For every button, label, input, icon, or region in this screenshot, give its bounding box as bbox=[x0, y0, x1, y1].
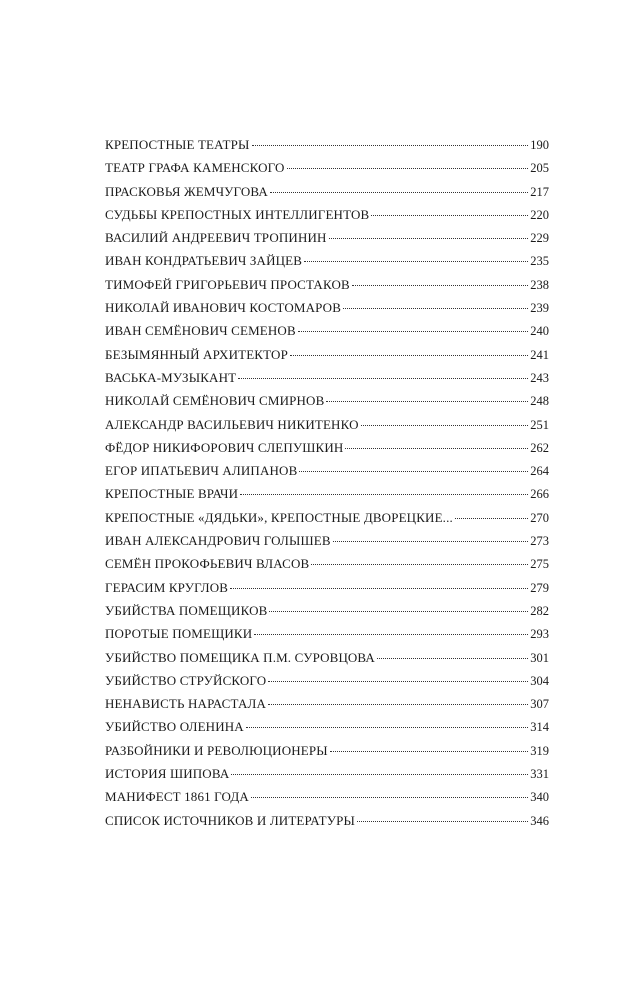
toc-entry-page-number: 190 bbox=[530, 138, 549, 152]
toc-entry-title: УБИЙСТВА ПОМЕЩИКОВ bbox=[105, 602, 268, 618]
toc-entry-page-number: 279 bbox=[530, 580, 549, 595]
toc-entry bbox=[105, 552, 549, 575]
dot-leader bbox=[231, 774, 528, 775]
toc-entry bbox=[105, 413, 549, 436]
toc-entry-page-number: 319 bbox=[530, 743, 549, 758]
toc-entry-title: СЕМЁН ПРОКОФЬЕВИЧ ВЛАСОВ bbox=[105, 556, 310, 572]
toc-entry-page-number: 240 bbox=[530, 324, 549, 339]
toc-entry bbox=[105, 133, 549, 156]
toc-entry bbox=[105, 809, 549, 832]
toc-entry-title: БЕЗЫМЯННЫЙ АРХИТЕКТОР bbox=[105, 346, 288, 362]
dot-leader bbox=[377, 658, 528, 659]
toc-entry-title: УБИЙСТВО ПОМЕЩИКА П.М. СУРОВЦОВА bbox=[105, 649, 375, 665]
toc-entry-title: ИСТОРИЯ ШИПОВА bbox=[105, 766, 230, 782]
dot-leader bbox=[333, 541, 529, 542]
toc-entry-title: ЕГОР ИПАТЬЕВИЧ АЛИПАНОВ bbox=[105, 463, 298, 479]
toc-entry bbox=[105, 366, 549, 389]
toc-entry-title: ГЕРАСИМ КРУГЛОВ bbox=[105, 579, 229, 595]
toc-entry-title: КРЕПОСТНЫЕ ТЕАТРЫ bbox=[105, 137, 250, 152]
dot-leader bbox=[268, 704, 528, 705]
toc-entry bbox=[105, 506, 549, 529]
toc-entry-page-number: 264 bbox=[530, 464, 549, 479]
dot-leader bbox=[298, 331, 528, 332]
dot-leader bbox=[330, 751, 529, 752]
toc-entry bbox=[105, 785, 549, 808]
toc-entry-title: НИКОЛАЙ СЕМЁНОВИЧ СМИРНОВ bbox=[105, 393, 325, 409]
toc-entry bbox=[105, 389, 549, 412]
dot-leader bbox=[361, 425, 529, 426]
toc-entry-page-number: 293 bbox=[530, 627, 549, 642]
toc-entry bbox=[105, 343, 549, 366]
toc-entry bbox=[105, 273, 549, 296]
toc-entry-title: УБИЙСТВО СТРУЙСКОГО bbox=[105, 672, 267, 688]
toc-entry-page-number: 314 bbox=[530, 720, 549, 735]
toc-entry-title: ТЕАТР ГРАФА КАМЕНСКОГО bbox=[105, 160, 285, 176]
toc-entry-page-number: 243 bbox=[530, 370, 549, 385]
toc-entry bbox=[105, 529, 549, 552]
toc-entry-page-number: 217 bbox=[530, 184, 549, 199]
toc-entry bbox=[105, 436, 549, 459]
toc-entry-title: ПОРОТЫЕ ПОМЕЩИКИ bbox=[105, 626, 253, 642]
toc-entry-title: НЕНАВИСТЬ НАРАСТАЛА bbox=[105, 696, 266, 712]
dot-leader bbox=[329, 238, 529, 239]
toc-entry bbox=[105, 180, 549, 203]
toc-entry-page-number: 331 bbox=[530, 767, 549, 782]
dot-leader bbox=[352, 285, 528, 286]
dot-leader bbox=[254, 634, 528, 635]
toc-entry bbox=[105, 296, 549, 319]
toc-entry-page-number: 251 bbox=[530, 417, 549, 432]
dot-leader bbox=[269, 611, 528, 612]
toc-entry-page-number: 301 bbox=[530, 650, 549, 665]
toc-entry-title: ТИМОФЕЙ ГРИГОРЬЕВИЧ ПРОСТАКОВ bbox=[105, 276, 350, 292]
toc-entry-title: НИКОЛАЙ ИВАНОВИЧ КОСТОМАРОВ bbox=[105, 300, 342, 316]
dot-leader bbox=[270, 192, 528, 193]
toc-entry bbox=[105, 576, 549, 599]
toc-entry-page-number: 273 bbox=[530, 534, 549, 549]
dot-leader bbox=[238, 378, 528, 379]
dot-leader bbox=[299, 471, 528, 472]
dot-leader bbox=[230, 588, 528, 589]
toc-entry-title: КРЕПОСТНЫЕ ВРАЧИ bbox=[105, 486, 239, 502]
toc-entry-title: ИВАН АЛЕКСАНДРОВИЧ ГОЛЫШЕВ bbox=[105, 533, 331, 549]
dot-leader bbox=[246, 727, 528, 728]
toc-entry bbox=[105, 739, 549, 762]
dot-leader bbox=[326, 401, 528, 402]
toc-entry bbox=[105, 482, 549, 505]
toc-entry bbox=[105, 715, 549, 738]
toc-entry bbox=[105, 459, 549, 482]
toc-entry-title: МАНИФЕСТ 1861 ГОДА bbox=[105, 789, 249, 805]
dot-leader bbox=[252, 145, 529, 146]
toc-entry-title: ВАСЬКА-МУЗЫКАНТ bbox=[105, 369, 237, 385]
dot-leader bbox=[268, 681, 528, 682]
dot-leader bbox=[371, 215, 528, 216]
toc-entry-title: ПРАСКОВЬЯ ЖЕМЧУГОВА bbox=[105, 183, 268, 199]
toc-entry-page-number: 270 bbox=[530, 510, 549, 525]
dot-leader bbox=[304, 261, 528, 262]
table-of-contents bbox=[105, 133, 549, 832]
toc-entry-page-number: 262 bbox=[530, 440, 549, 455]
toc-entry bbox=[105, 156, 549, 179]
toc-entry-page-number: 266 bbox=[530, 487, 549, 502]
toc-entry-page-number: 304 bbox=[530, 673, 549, 688]
toc-entry-page-number: 340 bbox=[530, 790, 549, 805]
toc-entry-page-number: 346 bbox=[530, 813, 549, 828]
toc-entry bbox=[105, 669, 549, 692]
toc-entry-page-number: 307 bbox=[530, 697, 549, 712]
toc-entry-page-number: 248 bbox=[530, 394, 549, 409]
dot-leader bbox=[290, 355, 528, 356]
toc-entry-title: СПИСОК ИСТОЧНИКОВ И ЛИТЕРАТУРЫ bbox=[105, 812, 355, 828]
dot-leader bbox=[357, 821, 528, 822]
toc-entry-page-number: 241 bbox=[530, 347, 549, 362]
toc-entry-title: ВАСИЛИЙ АНДРЕЕВИЧ ТРОПИНИН bbox=[105, 230, 327, 246]
toc-entry-page-number: 282 bbox=[530, 603, 549, 618]
dot-leader bbox=[311, 564, 528, 565]
toc-entry bbox=[105, 692, 549, 715]
toc-entry-page-number: 275 bbox=[530, 557, 549, 572]
toc-entry-title: КРЕПОСТНЫЕ «ДЯДЬКИ», КРЕПОСТНЫЕ ДВОРЕЦКИЕ... bbox=[105, 509, 453, 525]
toc-entry bbox=[105, 249, 549, 272]
dot-leader bbox=[345, 448, 528, 449]
toc-entry-page-number: 220 bbox=[530, 207, 549, 222]
toc-entry bbox=[105, 762, 549, 785]
toc-entry-title: ИВАН СЕМЁНОВИЧ СЕМЕНОВ bbox=[105, 323, 296, 339]
toc-entry-page-number: 205 bbox=[530, 161, 549, 176]
toc-entry-title: АЛЕКСАНДР ВАСИЛЬЕВИЧ НИКИТЕНКО bbox=[105, 416, 359, 432]
toc-entry bbox=[105, 622, 549, 645]
toc-entry-page-number: 229 bbox=[530, 231, 549, 246]
toc-entry-title: ИВАН КОНДРАТЬЕВИЧ ЗАЙЦЕВ bbox=[105, 253, 303, 269]
dot-leader bbox=[343, 308, 528, 309]
dot-leader bbox=[287, 168, 529, 169]
dot-leader bbox=[455, 518, 528, 519]
toc-entry bbox=[105, 646, 549, 669]
toc-entry-page-number: 235 bbox=[530, 254, 549, 269]
toc-entry bbox=[105, 599, 549, 622]
toc-entry-title: РАЗБОЙНИКИ И РЕВОЛЮЦИОНЕРЫ bbox=[105, 742, 328, 758]
dot-leader bbox=[251, 797, 528, 798]
toc-entry-title: ФЁДОР НИКИФОРОВИЧ СЛЕПУШКИН bbox=[105, 439, 344, 455]
toc-entry-page-number: 239 bbox=[530, 301, 549, 316]
toc-entry bbox=[105, 226, 549, 249]
toc-entry-title: УБИЙСТВО ОЛЕНИНА bbox=[105, 719, 244, 735]
toc-entry bbox=[105, 203, 549, 226]
toc-entry-title: СУДЬБЫ КРЕПОСТНЫХ ИНТЕЛЛИГЕНТОВ bbox=[105, 206, 370, 222]
dot-leader bbox=[240, 494, 528, 495]
toc-entry-page-number: 238 bbox=[530, 277, 549, 292]
toc-entry bbox=[105, 319, 549, 342]
